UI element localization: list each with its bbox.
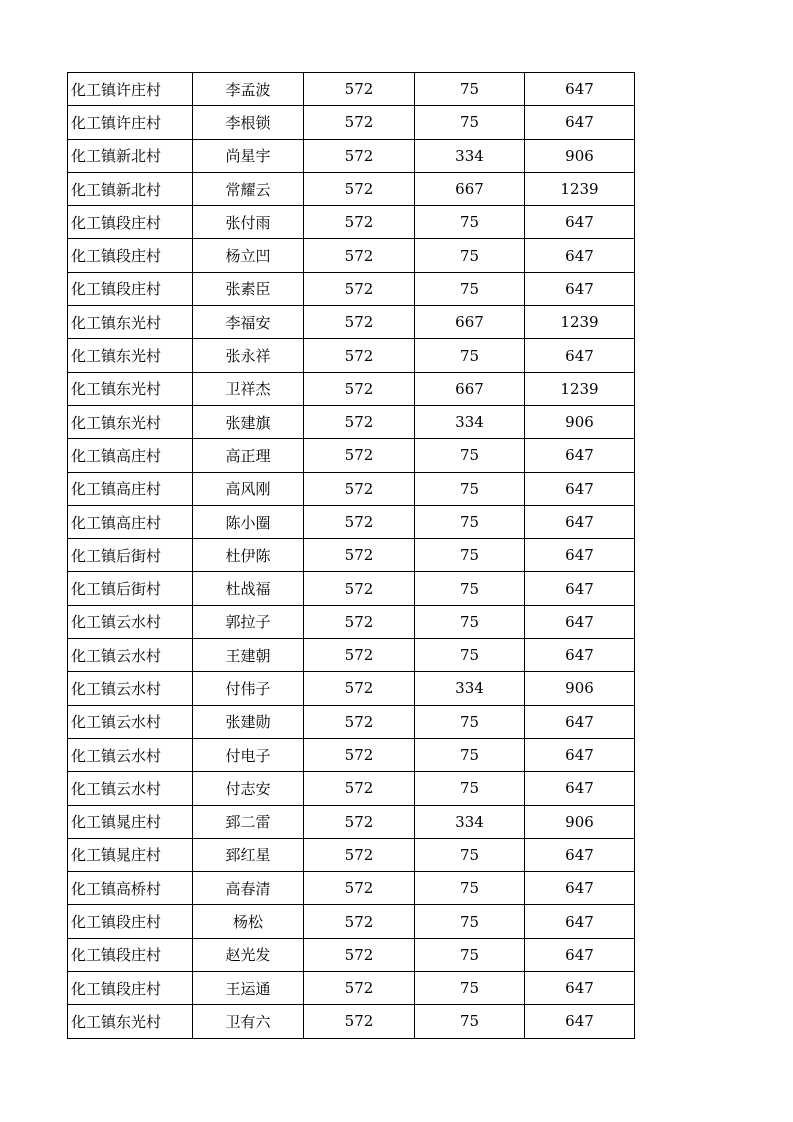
village-cell: 化工镇云水村 [68,705,193,738]
table-row [68,805,635,838]
amount-b-cell: 75 [415,572,525,605]
name-cell: 尚星宇 [193,139,304,172]
amount-a-cell: 572 [304,605,415,638]
village-cell: 化工镇许庄村 [68,106,193,139]
amount-a-cell: 572 [304,172,415,205]
village-cell: 化工镇段庄村 [68,972,193,1005]
name-cell: 赵光发 [193,938,304,971]
amount-b-cell: 75 [415,206,525,239]
amount-b-cell: 334 [415,805,525,838]
amount-b-cell: 334 [415,139,525,172]
village-cell: 化工镇高庄村 [68,439,193,472]
name-cell: 张永祥 [193,339,304,372]
amount-b-cell: 75 [415,938,525,971]
amount-a-cell: 572 [304,705,415,738]
table-row [68,539,635,572]
amount-a-cell: 572 [304,505,415,538]
total-cell: 906 [525,405,635,438]
amount-a-cell: 572 [304,905,415,938]
name-cell: 李孟波 [193,73,304,106]
table-row [68,339,635,372]
name-cell: 郅二雷 [193,805,304,838]
table-row [68,838,635,871]
total-cell: 647 [525,539,635,572]
village-cell: 化工镇东光村 [68,1005,193,1038]
table-row [68,605,635,638]
village-cell: 化工镇云水村 [68,772,193,805]
name-cell: 杜战福 [193,572,304,605]
table-row [68,405,635,438]
village-cell: 化工镇许庄村 [68,73,193,106]
total-cell: 647 [525,605,635,638]
name-cell: 陈小圈 [193,505,304,538]
amount-b-cell: 75 [415,272,525,305]
amount-b-cell: 75 [415,73,525,106]
name-cell: 杨松 [193,905,304,938]
amount-b-cell: 75 [415,605,525,638]
village-cell: 化工镇段庄村 [68,239,193,272]
amount-a-cell: 572 [304,405,415,438]
name-cell: 王运通 [193,972,304,1005]
name-cell: 付电子 [193,738,304,771]
amount-a-cell: 572 [304,1005,415,1038]
total-cell: 647 [525,938,635,971]
name-cell: 杜伊陈 [193,539,304,572]
total-cell: 1239 [525,372,635,405]
name-cell: 付伟子 [193,672,304,705]
table-row [68,139,635,172]
village-cell: 化工镇东光村 [68,306,193,339]
village-cell: 化工镇云水村 [68,605,193,638]
total-cell: 647 [525,972,635,1005]
total-cell: 647 [525,439,635,472]
total-cell: 906 [525,805,635,838]
village-cell: 化工镇段庄村 [68,938,193,971]
table-row [68,672,635,705]
name-cell: 王建朝 [193,639,304,672]
amount-b-cell: 75 [415,838,525,871]
amount-b-cell: 334 [415,672,525,705]
village-cell: 化工镇段庄村 [68,905,193,938]
village-cell: 化工镇东光村 [68,372,193,405]
total-cell: 647 [525,905,635,938]
table-row [68,772,635,805]
total-cell: 647 [525,705,635,738]
village-cell: 化工镇云水村 [68,738,193,771]
total-cell: 647 [525,639,635,672]
table-row [68,372,635,405]
amount-b-cell: 75 [415,972,525,1005]
name-cell: 李福安 [193,306,304,339]
amount-b-cell: 75 [415,905,525,938]
subsidy-table [67,72,635,1039]
total-cell: 647 [525,272,635,305]
village-cell: 化工镇段庄村 [68,272,193,305]
table-row [68,705,635,738]
amount-b-cell: 75 [415,772,525,805]
total-cell: 647 [525,1005,635,1038]
table-row [68,206,635,239]
table-row [68,106,635,139]
amount-a-cell: 572 [304,772,415,805]
amount-b-cell: 334 [415,405,525,438]
village-cell: 化工镇云水村 [68,672,193,705]
name-cell: 张素臣 [193,272,304,305]
table-row [68,306,635,339]
table-body [68,73,635,1039]
amount-b-cell: 75 [415,339,525,372]
amount-b-cell: 75 [415,472,525,505]
name-cell: 杨立凹 [193,239,304,272]
name-cell: 李根锁 [193,106,304,139]
table-row [68,439,635,472]
total-cell: 647 [525,505,635,538]
table-row [68,938,635,971]
total-cell: 647 [525,239,635,272]
amount-b-cell: 75 [415,539,525,572]
total-cell: 647 [525,106,635,139]
table-row [68,905,635,938]
name-cell: 卫祥杰 [193,372,304,405]
table-row [68,572,635,605]
amount-b-cell: 667 [415,372,525,405]
amount-a-cell: 572 [304,838,415,871]
amount-a-cell: 572 [304,472,415,505]
table-row [68,639,635,672]
amount-b-cell: 667 [415,306,525,339]
amount-b-cell: 75 [415,239,525,272]
name-cell: 高风刚 [193,472,304,505]
amount-a-cell: 572 [304,972,415,1005]
amount-b-cell: 75 [415,872,525,905]
amount-b-cell: 75 [415,439,525,472]
total-cell: 647 [525,472,635,505]
name-cell: 常耀云 [193,172,304,205]
name-cell: 卫有六 [193,1005,304,1038]
village-cell: 化工镇段庄村 [68,206,193,239]
table-row [68,972,635,1005]
total-cell: 647 [525,206,635,239]
table-row [68,272,635,305]
amount-a-cell: 572 [304,572,415,605]
total-cell: 1239 [525,172,635,205]
amount-a-cell: 572 [304,738,415,771]
amount-a-cell: 572 [304,272,415,305]
amount-b-cell: 75 [415,106,525,139]
amount-a-cell: 572 [304,372,415,405]
table-row [68,505,635,538]
name-cell: 高正理 [193,439,304,472]
village-cell: 化工镇新北村 [68,172,193,205]
name-cell: 张建勋 [193,705,304,738]
total-cell: 647 [525,73,635,106]
amount-a-cell: 572 [304,872,415,905]
table-row [68,73,635,106]
village-cell: 化工镇后街村 [68,539,193,572]
name-cell: 张建旗 [193,405,304,438]
village-cell: 化工镇东光村 [68,405,193,438]
table-row [68,172,635,205]
amount-b-cell: 75 [415,1005,525,1038]
amount-a-cell: 572 [304,439,415,472]
table-row [68,872,635,905]
name-cell: 高春清 [193,872,304,905]
total-cell: 647 [525,572,635,605]
village-cell: 化工镇高庄村 [68,472,193,505]
name-cell: 张付雨 [193,206,304,239]
amount-a-cell: 572 [304,106,415,139]
total-cell: 647 [525,872,635,905]
total-cell: 647 [525,738,635,771]
amount-b-cell: 667 [415,172,525,205]
amount-a-cell: 572 [304,539,415,572]
amount-b-cell: 75 [415,738,525,771]
name-cell: 郅红星 [193,838,304,871]
amount-b-cell: 75 [415,705,525,738]
total-cell: 647 [525,772,635,805]
table-row [68,738,635,771]
table-row [68,1005,635,1038]
village-cell: 化工镇新北村 [68,139,193,172]
amount-a-cell: 572 [304,306,415,339]
amount-a-cell: 572 [304,938,415,971]
total-cell: 647 [525,838,635,871]
amount-a-cell: 572 [304,206,415,239]
village-cell: 化工镇高庄村 [68,505,193,538]
data-sheet [67,72,635,1039]
name-cell: 郭拉子 [193,605,304,638]
amount-a-cell: 572 [304,339,415,372]
village-cell: 化工镇东光村 [68,339,193,372]
table-row [68,472,635,505]
village-cell: 化工镇高桥村 [68,872,193,905]
total-cell: 1239 [525,306,635,339]
village-cell: 化工镇晁庄村 [68,838,193,871]
amount-b-cell: 75 [415,639,525,672]
amount-a-cell: 572 [304,239,415,272]
village-cell: 化工镇晁庄村 [68,805,193,838]
total-cell: 906 [525,139,635,172]
amount-a-cell: 572 [304,672,415,705]
amount-b-cell: 75 [415,505,525,538]
total-cell: 906 [525,672,635,705]
table-row [68,239,635,272]
amount-a-cell: 572 [304,639,415,672]
total-cell: 647 [525,339,635,372]
village-cell: 化工镇后街村 [68,572,193,605]
name-cell: 付志安 [193,772,304,805]
amount-a-cell: 572 [304,805,415,838]
amount-a-cell: 572 [304,73,415,106]
village-cell: 化工镇云水村 [68,639,193,672]
amount-a-cell: 572 [304,139,415,172]
